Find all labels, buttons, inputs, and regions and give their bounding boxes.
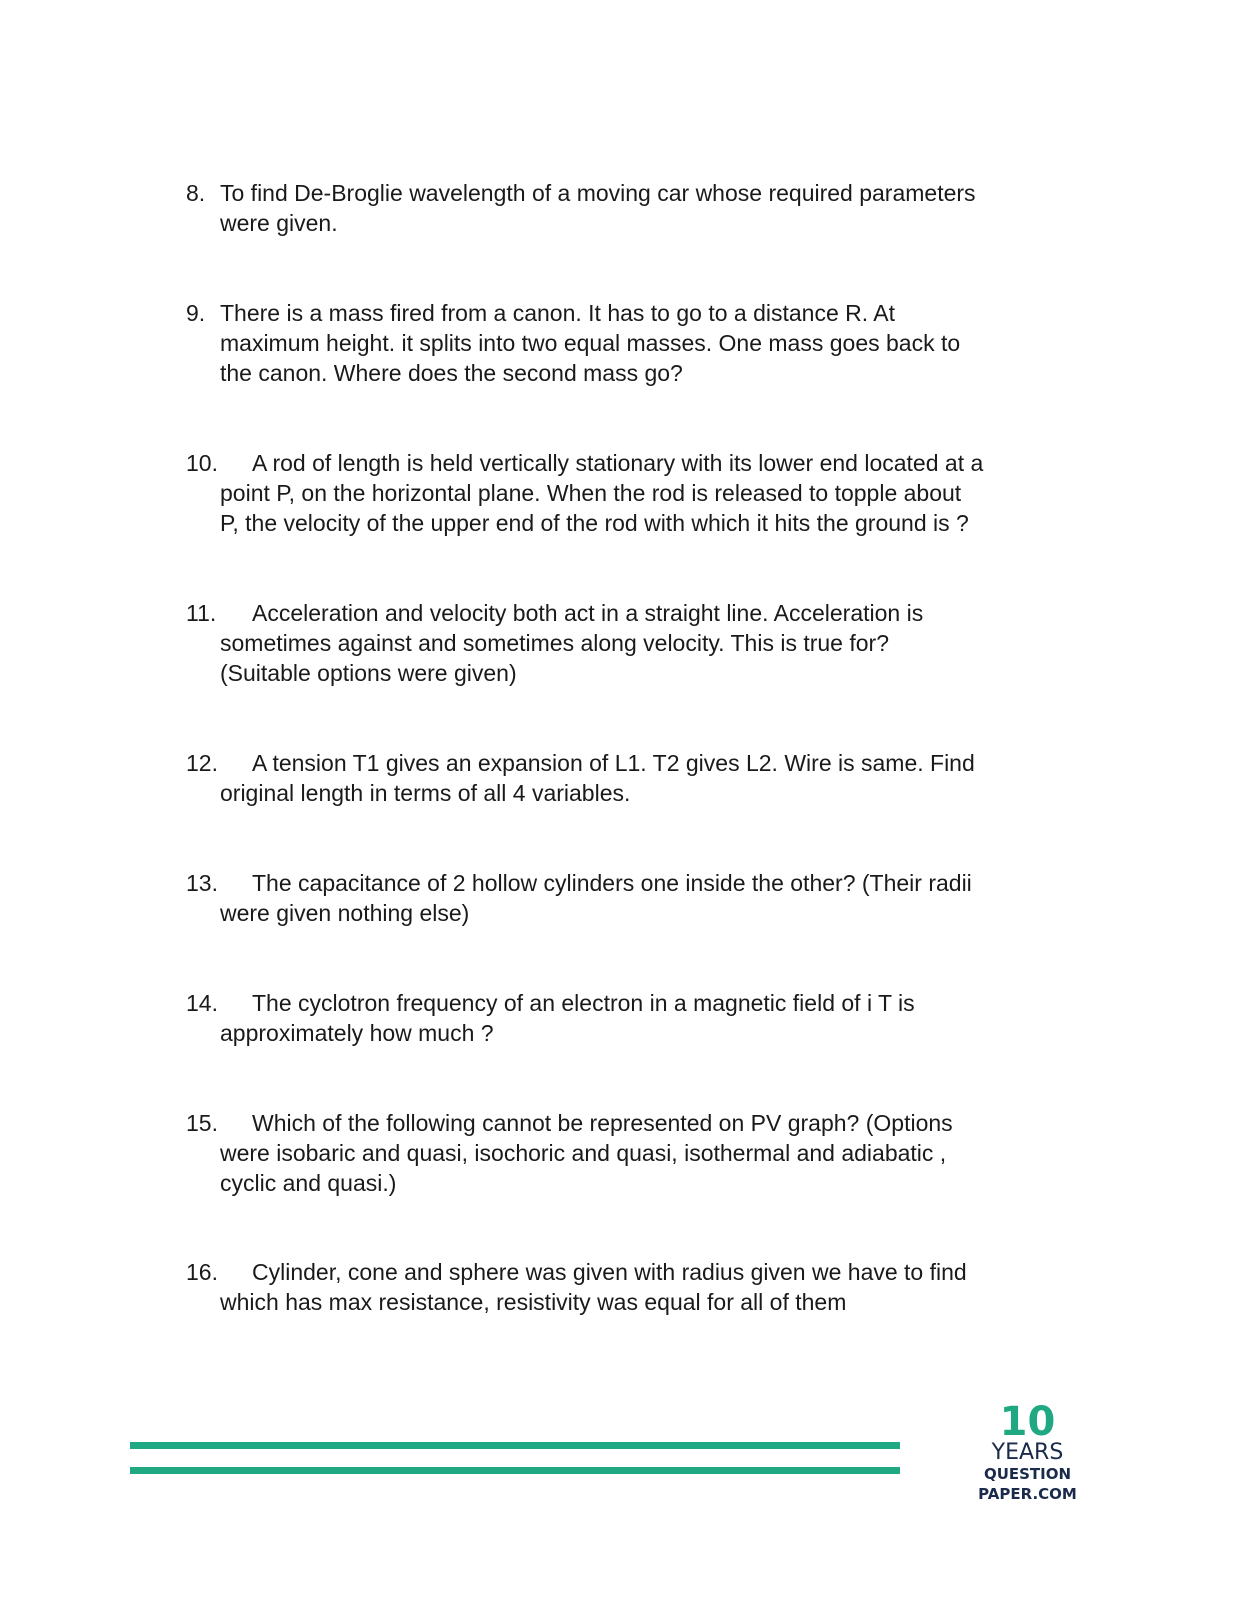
question-text [220,448,1046,538]
question-text [220,598,1046,688]
question-number: 10. [186,450,218,476]
question-12 [186,748,1046,808]
question-line: A rod of length is held vertically stationary with its lower end located at a [252,450,984,476]
question-line: were given. [220,210,338,236]
question-11 [186,598,1046,688]
question-text [220,298,1046,388]
footer-divider-bottom [130,1467,900,1474]
question-line: cyclic and quasi.) [220,1170,397,1196]
question-text [220,178,1046,238]
question-line: which has max resistance, resistivity was equal for all of them [220,1289,847,1315]
site-logo [940,1399,1115,1503]
question-number: 16. [186,1259,218,1285]
question-10 [186,448,1046,538]
question-number: 12. [186,750,218,776]
question-14 [186,988,1046,1048]
question-line: The cyclotron frequency of an electron in a magnetic field of i T is [252,990,915,1016]
question-number: 11. [186,600,217,626]
question-line: Which of the following cannot be represented on PV graph? (Options [252,1110,953,1136]
question-line: the canon. Where does the second mass go? [220,360,683,386]
question-9 [186,298,1046,388]
question-line: original length in terms of all 4 variables. [220,780,631,806]
question-text [220,868,1046,928]
question-line: (Suitable options were given) [220,660,517,686]
question-line: sometimes against and sometimes along velocity. This is true for? [220,630,889,656]
question-line: point P, on the horizontal plane. When the rod is released to topple about [220,480,962,506]
question-number: 15. [186,1110,218,1136]
question-line: The capacitance of 2 hollow cylinders one inside the other? (Their radii [252,870,972,896]
logo-years: YEARS [991,1440,1064,1465]
question-number: 9. [186,300,206,326]
question-line: Acceleration and velocity both act in a straight line. Acceleration is [252,600,924,626]
question-line: There is a mass fired from a canon. It has to go to a distance R. At [220,300,895,326]
question-line: To find De-Broglie wavelength of a moving car whose required parameters [220,180,976,206]
logo-site-name: QUESTION PAPER.COM [978,1465,1077,1503]
question-line: A tension T1 gives an expansion of L1. T2 gives L2. Wire is same. Find [252,750,975,776]
question-text [220,1257,1046,1317]
question-text [220,1108,1046,1198]
logo-number: 10 [999,1399,1056,1445]
question-line: P, the velocity of the upper end of the rod with which it hits the ground is ? [220,510,969,536]
question-16 [186,1257,1046,1317]
footer-divider-top [130,1442,900,1449]
question-line: were given nothing else) [220,900,470,926]
question-13 [186,868,1046,928]
question-line: Cylinder, cone and sphere was given with radius given we have to find [252,1259,967,1285]
question-line: maximum height. it splits into two equal masses. One mass goes back to [220,330,961,356]
question-number: 8. [186,180,206,206]
question-text [220,748,1046,808]
question-number: 13. [186,870,218,896]
question-15 [186,1108,1046,1198]
question-number: 14. [186,990,218,1016]
question-text [220,988,1046,1048]
question-line: approximately how much ? [220,1020,494,1046]
question-line: were isobaric and quasi, isochoric and quasi, isothermal and adiabatic , [220,1140,947,1166]
question-8 [186,178,1046,238]
